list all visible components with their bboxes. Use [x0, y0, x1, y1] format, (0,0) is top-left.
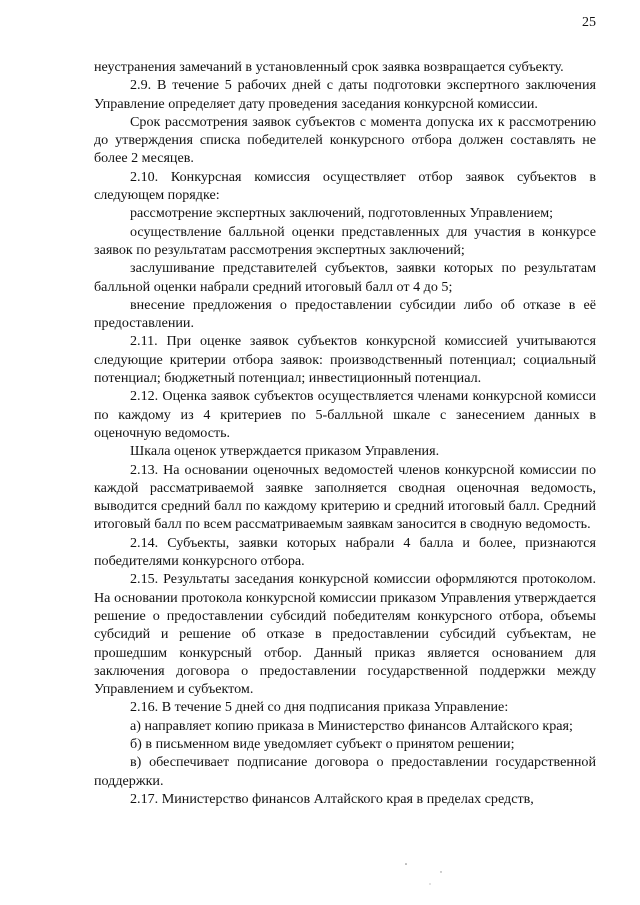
list-item: в) обеспечивает подписание договора о предоставлении государственной поддержки.: [94, 754, 596, 789]
list-item: осуществление балльной оценки представленных для участия в конкурсе заявок по результатам рассмотрения экспертных заключений;: [94, 223, 596, 258]
list-item: а) направляет копию приказа в Министерство финансов Алтайского края;: [130, 717, 573, 734]
paragraph-2-9: 2.9. В течение 5 рабочих дней с даты подготовки экспертного заключения Управление определяет дату проведения заседания конкурсной комиссии.: [94, 77, 596, 112]
paragraph-2-17: 2.17. Министерство финансов Алтайского края в пределах средств,: [130, 790, 534, 807]
page-number: 25: [582, 15, 596, 30]
paragraph-2-15: 2.15. Результаты заседания конкурсной комиссии оформляются протоколом. На основании протокола конкурсной комиссии приказом Управления утверждается решение о предоставлении субсидий победителям конкурсного отбора, объемы субсидий и решение об отказе в предоставлении субсидий субъектам, не прошедшим конкурсный отбор. Данный приказ является основанием для заключения договора о предоставлении государственной поддержки между Управлением и субъектом.: [94, 571, 596, 698]
paragraph-2-11: 2.11. При оценке заявок субъектов конкурсной комиссией учитываются следующие критерии отбора заявок: производственный потенциал; социальный потенциал; бюджетный потенциал; инвестиционный потенциал.: [94, 333, 596, 387]
paragraph-2-14: 2.14. Субъекты, заявки которых набрали 4 балла и более, признаются победителями конкурсного отбора.: [94, 534, 596, 570]
list-item: рассмотрение экспертных заключений, подготовленных Управлением;: [130, 205, 554, 222]
scan-specks: [400, 860, 460, 890]
list-item: б) в письменном виде уведомляет субъект о принятом решении;: [130, 735, 515, 752]
paragraph: Срок рассмотрения заявок субъектов с момента допуска их к рассмотрению до утверждения списка победителей конкурсного отбора должен составлять не более 2 месяцев.: [94, 113, 596, 167]
paragraph: Шкала оценок утверждается приказом Управления.: [130, 443, 440, 460]
paragraph-2-13: 2.13. На основании оценочных ведомостей членов конкурсной комиссии по каждой рассматриваемой заявке заполняется сводная оценочная ведомость, выводится средний балл по каждому критерию и средний итоговый балл. Средний итоговый балл по всем рассматриваемым заявкам заносится в сводную ведомость.: [94, 461, 596, 533]
list-item: заслушивание представителей субъектов, заявки которых по результатам балльной оценки набрали средний итоговый балл от 4 до 5;: [94, 260, 596, 295]
list-item: внесение предложения о предоставлении субсидии либо об отказе в её предоставлении.: [94, 296, 596, 332]
paragraph: неустранения замечаний в установленный срок заявка возвращается субъекту.: [94, 59, 564, 75]
document-body: [94, 58, 596, 808]
paragraph-2-16: 2.16. В течение 5 дней со дня подписания приказа Управление:: [130, 699, 509, 716]
paragraph-2-10: 2.10. Конкурсная комиссия осуществляет отбор заявок субъектов в следующем порядке:: [94, 168, 596, 204]
paragraph-2-12: 2.12. Оценка заявок субъектов осуществляется членами конкурсной комисси по каждому из 4 критериев по 5-балльной шкале с занесением данных в оценочную ведомость.: [94, 388, 596, 441]
